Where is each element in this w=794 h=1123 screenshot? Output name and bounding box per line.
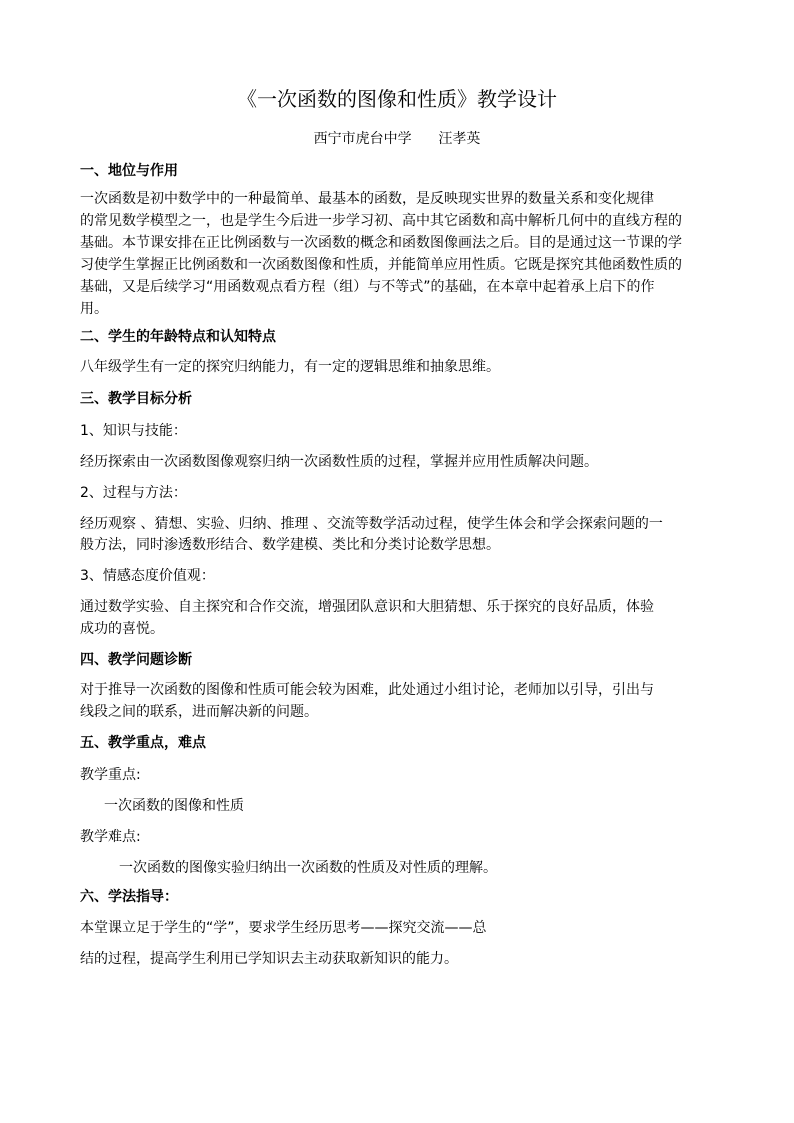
document-title: 《一次函数的图像和性质》教学设计 xyxy=(237,87,557,111)
paragraph-line: 般方法，同时渗透数形结合、数学建模、类比和分类讨论数学思想。 xyxy=(80,537,500,553)
teaching-difficulty-text: 一次函数的图像实验归纳出一次函数的性质及对性质的理解。 xyxy=(119,860,497,876)
subsection-label-attitude: 3、情感态度价值观： xyxy=(80,568,215,584)
teaching-focus-label: 教学重点: xyxy=(80,767,141,783)
section-heading-5: 五、教学重点，难点 xyxy=(80,735,206,751)
paragraph-line: 成功的喜悦。 xyxy=(80,621,164,637)
section-heading-3: 三、教学目标分析 xyxy=(80,391,192,407)
paragraph-line: 对于推导一次函数的图像和性质可能会较为困难，此处通过小组讨论，老师加以引导，引出与 xyxy=(80,682,654,698)
paragraph-line: 基础。本节课安排在正比例函数与一次函数的概念和函数图像画法之后。目的是通过这一节课的学 xyxy=(80,235,682,251)
paragraph-line: 用。 xyxy=(80,301,108,317)
paragraph-line: 通过数学实验、自主探究和合作交流，增强团队意识和大胆猜想、乐于探究的良好品质，体验 xyxy=(80,599,654,615)
paragraph-line: 线段之间的联系，进而解决新的问题。 xyxy=(80,704,318,720)
paragraph-line: 经历探索由一次函数图像观察归纳一次函数性质的过程，掌握并应用性质解决问题。 xyxy=(80,454,598,470)
teaching-difficulty-label: 教学难点: xyxy=(80,829,141,845)
section-heading-6: 六、学法指导： xyxy=(80,889,178,905)
paragraph-line: 习使学生掌握正比例函数和一次函数图像和性质，并能简单应用性质。它既是探究其他函数性质的 xyxy=(80,257,682,273)
subsection-label-process: 2、过程与方法： xyxy=(80,485,187,501)
section-heading-1: 一、地位与作用 xyxy=(80,163,178,179)
teaching-focus-text: 一次函数的图像和性质 xyxy=(104,798,244,814)
paragraph-line: 本堂课立足于学生的“学”，要求学生经历思考——探究交流——总 xyxy=(80,920,487,936)
paragraph-line: 一次函数是初中数学中的一种最简单、最基本的函数，是反映现实世界的数量关系和变化规律 xyxy=(80,191,654,207)
section-heading-4: 四、教学问题诊断 xyxy=(80,652,192,668)
paragraph-line: 八年级学生有一定的探究归纳能力，有一定的逻辑思维和抽象思维。 xyxy=(80,359,500,375)
section-heading-2: 二、学生的年龄特点和认知特点 xyxy=(80,329,276,345)
paragraph-line: 的常见数学模型之一，也是学生今后进一步学习初、高中其它函数和高中解析几何中的直线方程的 xyxy=(80,213,682,229)
paragraph-line: 基础，又是后续学习“用函数观点看方程（组）与不等式”的基础，在本章中起着承上启下的作 xyxy=(80,279,655,295)
author-line: 西宁市虎台中学 汪孝英 xyxy=(313,131,481,147)
subsection-label-knowledge: 1、知识与技能： xyxy=(80,423,187,439)
paragraph-line: 经历观察 、猜想、实验、归纳、推理 、交流等数学活动过程，使学生体会和学会探索问题的一 xyxy=(80,516,663,532)
paragraph-line: 结的过程，提高学生利用已学知识去主动获取新知识的能力。 xyxy=(80,951,458,967)
